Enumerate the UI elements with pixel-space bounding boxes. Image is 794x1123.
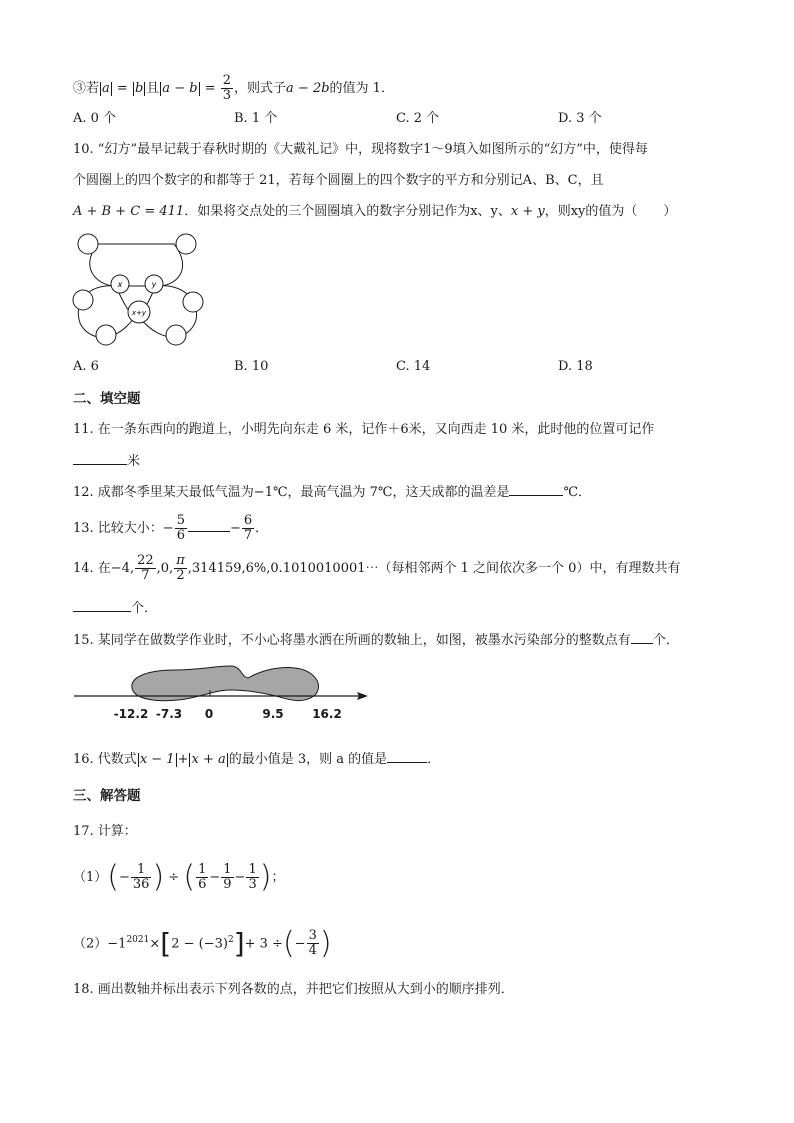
q16-plus: + bbox=[177, 752, 189, 767]
q17-title: 17. 计算： bbox=[73, 824, 137, 839]
q13-minus: − bbox=[229, 521, 241, 536]
q16-end: ． bbox=[427, 752, 441, 767]
q10-circle-top-right bbox=[176, 234, 196, 254]
section-solve-heading: 三、解答题 bbox=[73, 788, 141, 804]
q13-fraction-b: $\frac{6}{7}$ bbox=[243, 513, 253, 543]
q10-label-xy: x+y bbox=[131, 309, 147, 317]
q14-answer-blank[interactable] bbox=[73, 599, 131, 612]
q16-text-post: 的最小值是 3，则 a 的值是 bbox=[228, 752, 388, 767]
q9-option-a: A. 0 个 bbox=[73, 111, 117, 126]
q17-part2: $(2)-1^{2021}\times[2 - (-3)^2]+ 3$ ÷(− $\frac{3}{4}$ ) bbox=[73, 925, 332, 961]
q9-item3: ③若 a = b 且 a − b = $\frac{2}{3}$ ，则式子a − 2b的值为 1． bbox=[73, 73, 394, 103]
q14-zero: ,0, bbox=[156, 561, 174, 576]
q10-circle-right bbox=[183, 292, 203, 312]
q10-circle-bottom-left bbox=[96, 325, 116, 345]
q17-part1-label: （1） bbox=[73, 870, 108, 885]
q12-end: ℃． bbox=[563, 485, 592, 500]
q10-circle-top-left bbox=[78, 234, 98, 254]
q15-end: 个． bbox=[652, 633, 679, 648]
q10-label-x: x bbox=[117, 280, 123, 289]
q10-line3-text: ．如果将交点处的三个圆圈填入的数字分别记作为x、y、 bbox=[184, 204, 511, 219]
q17-part2-label: （2） bbox=[73, 936, 108, 952]
q11-answer-blank[interactable] bbox=[73, 452, 127, 465]
q17-fraction-1-3: $\frac{1}{3}$ bbox=[248, 862, 257, 892]
q17-part2-inner: 2 − (−3) bbox=[171, 936, 228, 952]
q9-expr: a − 2b bbox=[286, 81, 330, 96]
q17-part2-divide: + 3 ÷ bbox=[244, 936, 283, 952]
q10-option-d: D. 18 bbox=[558, 359, 593, 374]
q14-line2 bbox=[73, 599, 157, 618]
q17-part1: （1）(− $\frac{1}{36}$ ) ÷ ( $\frac{1}{6}$ − $\frac{1}{9}$ − $\frac{1}{3}$ )； bbox=[73, 859, 285, 895]
q13-end: ． bbox=[255, 521, 269, 536]
q15-answer-blank[interactable] bbox=[631, 631, 653, 644]
q14-text-rest: ,314159,6%,0.1010010001⋯（每相邻两个 1 之间依次多一个 0）中，有理数共有 bbox=[187, 561, 681, 576]
q12-line bbox=[73, 483, 591, 502]
q17-fraction-1-36: $\frac{1}{36}$ bbox=[132, 862, 150, 892]
q9-item3-then: ，则式子 bbox=[234, 81, 287, 96]
q11-unit: 米 bbox=[127, 454, 141, 469]
q10-option-b: B. 10 bbox=[234, 359, 269, 374]
q9-option-b: B. 1 个 bbox=[234, 111, 278, 126]
q10-option-a: A. 6 bbox=[73, 359, 99, 374]
q13-text: 13. 比较大小：− bbox=[73, 521, 174, 536]
q14-fraction-22-7: $\frac{22}{7}$ bbox=[137, 553, 154, 583]
q10-circle-bottom-right bbox=[166, 325, 186, 345]
q13-fraction-a: $\frac{5}{6}$ bbox=[176, 513, 185, 543]
q15-label-9-5: 9.5 bbox=[262, 707, 284, 721]
q15-label-16-2: 16.2 bbox=[312, 707, 342, 721]
q15-label-neg7-3: -7.3 bbox=[155, 707, 183, 721]
q18-text: 18. 画出数轴并标出表示下列各数的点，并把它们按照从大到小的顺序排列． bbox=[73, 982, 514, 997]
q10-line3 bbox=[73, 203, 676, 221]
q16-line bbox=[73, 750, 440, 769]
q10-label-y: y bbox=[151, 280, 157, 289]
q9-item3-and: 且 bbox=[146, 81, 160, 96]
q16-answer-blank[interactable] bbox=[387, 750, 427, 763]
q10-circle-left bbox=[73, 290, 93, 310]
q10-equation: A + B + C = 411 bbox=[73, 204, 185, 219]
q9-option-d: D. 3 个 bbox=[558, 111, 602, 126]
q12-answer-blank[interactable] bbox=[509, 483, 563, 496]
q14-unit: 个． bbox=[131, 601, 158, 616]
q17-part2-times: × bbox=[149, 936, 161, 952]
q15-label-neg12-2: -12.2 bbox=[113, 707, 149, 721]
q13-answer-blank[interactable] bbox=[188, 517, 230, 532]
q14-line1 bbox=[73, 552, 680, 586]
q9-item3-prefix: ③若 bbox=[73, 81, 100, 96]
q15-label-0: 0 bbox=[204, 707, 214, 721]
q17-part2-square: 2 bbox=[227, 935, 234, 945]
q9-fraction: $\frac{2}{3}$ bbox=[222, 73, 232, 103]
q17-part1-end: ； bbox=[271, 870, 285, 885]
q16-abs-1: x − 1 bbox=[139, 752, 175, 767]
q11-line1: 11. 在一条东西向的跑道上，小明先向东走 6 米，记作＋6米，又向西走 10 米，此时他的位置可记作 bbox=[73, 422, 655, 437]
q17-fraction-3-4: $\frac{3}{4}$ bbox=[308, 928, 317, 959]
q11-line2 bbox=[73, 452, 140, 471]
q10-line1: 10. “幻方”最早记载于春秋时期的《大戴礼记》中，现将数字1～9填入如图所示的“幻方”中，使得每 bbox=[73, 142, 648, 157]
q17-fraction-1-6: $\frac{1}{6}$ bbox=[198, 862, 207, 892]
q12-text: 12. 成都冬季里某天最低气温为−1℃，最高气温为 7℃，这天成都的温差是 bbox=[73, 485, 510, 500]
q16-abs-2: x + a bbox=[191, 752, 226, 767]
q17-part2-base: −1 bbox=[107, 936, 127, 952]
q14-fraction-pi-2: $\frac{\pi}{2}$ bbox=[176, 553, 185, 583]
q14-text-start: 14. 在−4, bbox=[73, 561, 135, 576]
q15-ink-number-line bbox=[70, 662, 375, 724]
q13-line bbox=[73, 513, 268, 545]
section-fill-in-heading: 二、填空题 bbox=[73, 391, 141, 407]
q10-line2: 个圆圈上的四个数字的和都等于 21，若每个圆圈上的四个数字的平方和分别记A、B、C，且 bbox=[73, 173, 604, 188]
q10-magic-circles-figure bbox=[68, 228, 208, 350]
q10-expr: x + y bbox=[510, 204, 545, 219]
q9-option-c: C. 2 个 bbox=[396, 111, 440, 126]
q16-text: 16. 代数式 bbox=[73, 752, 137, 767]
q15-text: 15. 某同学在做数学作业时，不小心将墨水洒在所画的数轴上，如图，被墨水污染部分的整数点有 bbox=[73, 633, 631, 648]
q17-part2-exponent: 2021 bbox=[126, 935, 150, 945]
q17-fraction-1-9: $\frac{1}{9}$ bbox=[223, 862, 232, 892]
q9-item3-end: 的值为 1． bbox=[329, 81, 394, 96]
q10-line3-end: ，则xy的值为（ ） bbox=[544, 204, 677, 219]
q10-option-c: C. 14 bbox=[396, 359, 431, 374]
q15-line bbox=[73, 631, 679, 650]
